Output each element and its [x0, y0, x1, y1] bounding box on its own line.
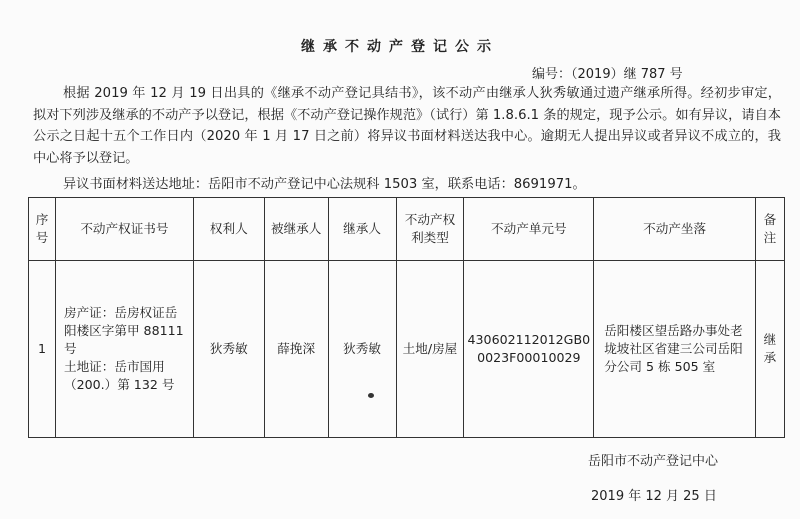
document-number: 编号：（2019）继 787 号: [532, 67, 683, 82]
header-remark: 备注: [755, 198, 784, 261]
registration-table: [28, 197, 785, 438]
cell-unit-no: 430602112012GB00023F00010029: [464, 261, 594, 438]
cell-right-type: 土地/房屋: [396, 261, 464, 438]
objection-address: 异议书面材料送达地址：岳阳市不动产登记中心法规科 1503 室，联系电话：8691971。: [63, 177, 586, 192]
header-cert-no: 不动产权证书号: [55, 198, 193, 261]
table-row: [29, 261, 785, 438]
issue-date: 2019 年 12 月 25 日: [591, 489, 717, 504]
ink-mark: [368, 393, 374, 398]
header-decedent: 被继承人: [264, 198, 328, 261]
header-seq: 序号: [29, 198, 56, 261]
cell-heir: 狄秀敏: [328, 261, 396, 438]
cell-holder: 狄秀敏: [193, 261, 264, 438]
cell-cert-no: 房产证：岳房权证岳阳楼区字第甲 88111 号 土地证：岳市国用（200.）第 132 号: [55, 261, 193, 438]
header-unit-no: 不动产单元号: [464, 198, 594, 261]
cell-remark: 继承: [755, 261, 784, 438]
issuing-organization: 岳阳市不动产登记中心: [588, 454, 719, 469]
notice-title: 继承不动产登记公示: [301, 39, 499, 55]
cell-location: 岳阳楼区望岳路办事处老垅坡社区省建三公司岳阳分公司 5 栋 505 室: [594, 261, 756, 438]
header-heir: 继承人: [328, 198, 396, 261]
header-location: 不动产坐落: [594, 198, 756, 261]
table-header-row: [29, 198, 785, 261]
header-holder: 权利人: [193, 198, 264, 261]
cell-seq: 1: [29, 261, 56, 438]
header-right-type: 不动产权利类型: [396, 198, 464, 261]
notice-paragraph: 根据 2019 年 12 月 19 日出具的《继承不动产登记具结书》，该不动产由继承人狄秀敏通过遗产继承所得。经初步审定，拟对下列涉及继承的不动产予以登记，根据《不动产登记操作规范》（试行）第 1.8.6.1 条的规定，现予公示。如有异议，请自本公示之日起十五个工作日内（2020 年 1 月 17 日之前）将异议书面材料送达我中心。逾期无人提出异议或者异议不成立的，我中心将予以登记。: [33, 86, 781, 166]
cell-decedent: 薛挽深: [264, 261, 328, 438]
